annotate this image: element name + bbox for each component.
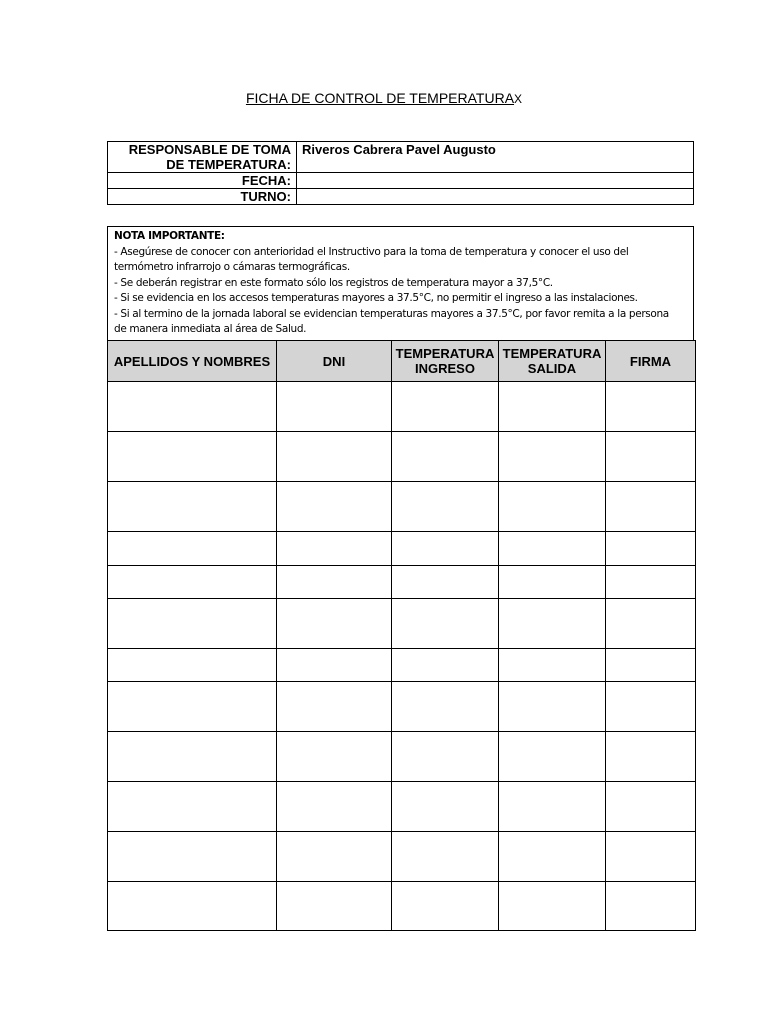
table-cell[interactable] bbox=[606, 882, 696, 931]
table-cell[interactable] bbox=[108, 682, 277, 732]
table-cell[interactable] bbox=[499, 599, 606, 649]
table-cell[interactable] bbox=[277, 732, 392, 782]
table-cell[interactable] bbox=[392, 532, 499, 566]
table-cell[interactable] bbox=[606, 732, 696, 782]
table-cell[interactable] bbox=[392, 732, 499, 782]
table-cell[interactable] bbox=[392, 599, 499, 649]
table-cell[interactable] bbox=[606, 832, 696, 882]
responsable-value[interactable]: Riveros Cabrera Pavel Augusto bbox=[297, 142, 694, 173]
table-row bbox=[108, 566, 696, 599]
table-cell[interactable] bbox=[277, 649, 392, 682]
fecha-label: FECHA: bbox=[108, 173, 297, 189]
table-cell[interactable] bbox=[392, 882, 499, 931]
registro-table bbox=[107, 340, 696, 931]
table-row bbox=[108, 732, 696, 782]
table-cell[interactable] bbox=[392, 782, 499, 832]
table-row bbox=[108, 649, 696, 682]
table-cell[interactable] bbox=[499, 782, 606, 832]
table-row bbox=[108, 482, 696, 532]
header-label: TEMPERATURA bbox=[502, 346, 602, 361]
table-cell[interactable] bbox=[499, 649, 606, 682]
page-title bbox=[0, 90, 768, 106]
table-cell[interactable] bbox=[392, 832, 499, 882]
header-label: FIRMA bbox=[629, 353, 672, 369]
table-cell[interactable] bbox=[606, 482, 696, 532]
table-cell[interactable] bbox=[277, 482, 392, 532]
table-cell[interactable] bbox=[277, 882, 392, 931]
table-cell[interactable] bbox=[108, 432, 277, 482]
table-cell[interactable] bbox=[499, 832, 606, 882]
title-suffix: X bbox=[514, 92, 523, 106]
info-table bbox=[107, 141, 694, 205]
header-label: DNI bbox=[322, 353, 346, 369]
table-cell[interactable] bbox=[277, 382, 392, 432]
table-cell[interactable] bbox=[499, 732, 606, 782]
header-apellidos-nombres bbox=[108, 341, 277, 382]
table-cell[interactable] bbox=[392, 566, 499, 599]
responsable-label-line1: RESPONSABLE DE TOMA bbox=[128, 142, 291, 157]
turno-value[interactable] bbox=[297, 189, 694, 205]
table-row bbox=[108, 882, 696, 931]
table-cell[interactable] bbox=[108, 732, 277, 782]
table-cell[interactable] bbox=[392, 482, 499, 532]
table-cell[interactable] bbox=[606, 566, 696, 599]
header-temperatura-salida bbox=[499, 341, 606, 382]
table-cell[interactable] bbox=[277, 532, 392, 566]
table-row bbox=[108, 682, 696, 732]
table-cell[interactable] bbox=[606, 532, 696, 566]
table-cell[interactable] bbox=[499, 682, 606, 732]
table-cell[interactable] bbox=[606, 382, 696, 432]
table-cell[interactable] bbox=[277, 599, 392, 649]
table-row bbox=[108, 782, 696, 832]
table-cell[interactable] bbox=[108, 599, 277, 649]
table-cell[interactable] bbox=[499, 432, 606, 482]
nota-line: termómetro infrarrojo o cámaras termográficas. bbox=[114, 261, 350, 273]
nota-heading: NOTA IMPORTANTE: bbox=[114, 230, 225, 242]
table-cell[interactable] bbox=[392, 432, 499, 482]
table-cell[interactable] bbox=[108, 882, 277, 931]
table-cell[interactable] bbox=[499, 382, 606, 432]
table-cell[interactable] bbox=[392, 649, 499, 682]
table-cell[interactable] bbox=[108, 382, 277, 432]
header-label: SALIDA bbox=[527, 361, 577, 376]
nota-line: de manera inmediata al área de Salud. bbox=[114, 323, 307, 335]
table-cell[interactable] bbox=[108, 482, 277, 532]
header-label: APELLIDOS Y NOMBRES bbox=[113, 353, 271, 369]
table-cell[interactable] bbox=[392, 682, 499, 732]
responsable-label bbox=[108, 142, 297, 173]
table-cell[interactable] bbox=[108, 832, 277, 882]
table-cell[interactable] bbox=[606, 682, 696, 732]
table-row bbox=[108, 382, 696, 432]
table-cell[interactable] bbox=[606, 649, 696, 682]
table-cell[interactable] bbox=[392, 382, 499, 432]
registro-body bbox=[108, 382, 696, 931]
table-row bbox=[108, 599, 696, 649]
header-row bbox=[108, 341, 696, 382]
responsable-row bbox=[108, 142, 694, 173]
table-cell[interactable] bbox=[108, 782, 277, 832]
table-cell[interactable] bbox=[499, 566, 606, 599]
header-dni bbox=[277, 341, 392, 382]
table-cell[interactable] bbox=[277, 432, 392, 482]
table-cell[interactable] bbox=[606, 432, 696, 482]
nota-importante bbox=[107, 226, 694, 340]
responsable-label-line2: DE TEMPERATURA: bbox=[166, 157, 291, 172]
table-row bbox=[108, 832, 696, 882]
turno-row bbox=[108, 189, 694, 205]
turno-label: TURNO: bbox=[108, 189, 297, 205]
title-main: FICHA DE CONTROL DE TEMPERATURA bbox=[245, 90, 515, 106]
table-cell[interactable] bbox=[606, 782, 696, 832]
fecha-row bbox=[108, 173, 694, 189]
nota-line: - Si al termino de la jornada laboral se evidencian temperaturas mayores a 37.5°C, por favor remita a la persona bbox=[114, 307, 669, 320]
table-cell[interactable] bbox=[108, 566, 277, 599]
table-cell[interactable] bbox=[277, 782, 392, 832]
table-cell[interactable] bbox=[499, 482, 606, 532]
header-label: TEMPERATURA bbox=[395, 346, 495, 361]
header-temperatura-ingreso bbox=[392, 341, 499, 382]
table-cell[interactable] bbox=[277, 566, 392, 599]
header-label: INGRESO bbox=[415, 361, 475, 376]
table-cell[interactable] bbox=[277, 682, 392, 732]
nota-line: - Asegúrese de conocer con anterioridad el Instructivo para la toma de temperatura y conocer el uso del bbox=[114, 245, 629, 258]
nota-line: - Se deberán registrar en este formato sólo los registros de temperatura mayor a 37,5°C. bbox=[114, 276, 553, 289]
nota-line: - Si se evidencia en los accesos temperaturas mayores a 37.5°C, no permitir el ingreso a las instalaciones. bbox=[114, 292, 638, 304]
table-cell[interactable] bbox=[108, 649, 277, 682]
table-row bbox=[108, 432, 696, 482]
table-cell[interactable] bbox=[499, 532, 606, 566]
table-cell[interactable] bbox=[108, 532, 277, 566]
fecha-value[interactable] bbox=[297, 173, 694, 189]
header-firma bbox=[606, 341, 696, 382]
table-cell[interactable] bbox=[277, 832, 392, 882]
table-cell[interactable] bbox=[606, 599, 696, 649]
table-cell[interactable] bbox=[499, 882, 606, 931]
table-row bbox=[108, 532, 696, 566]
